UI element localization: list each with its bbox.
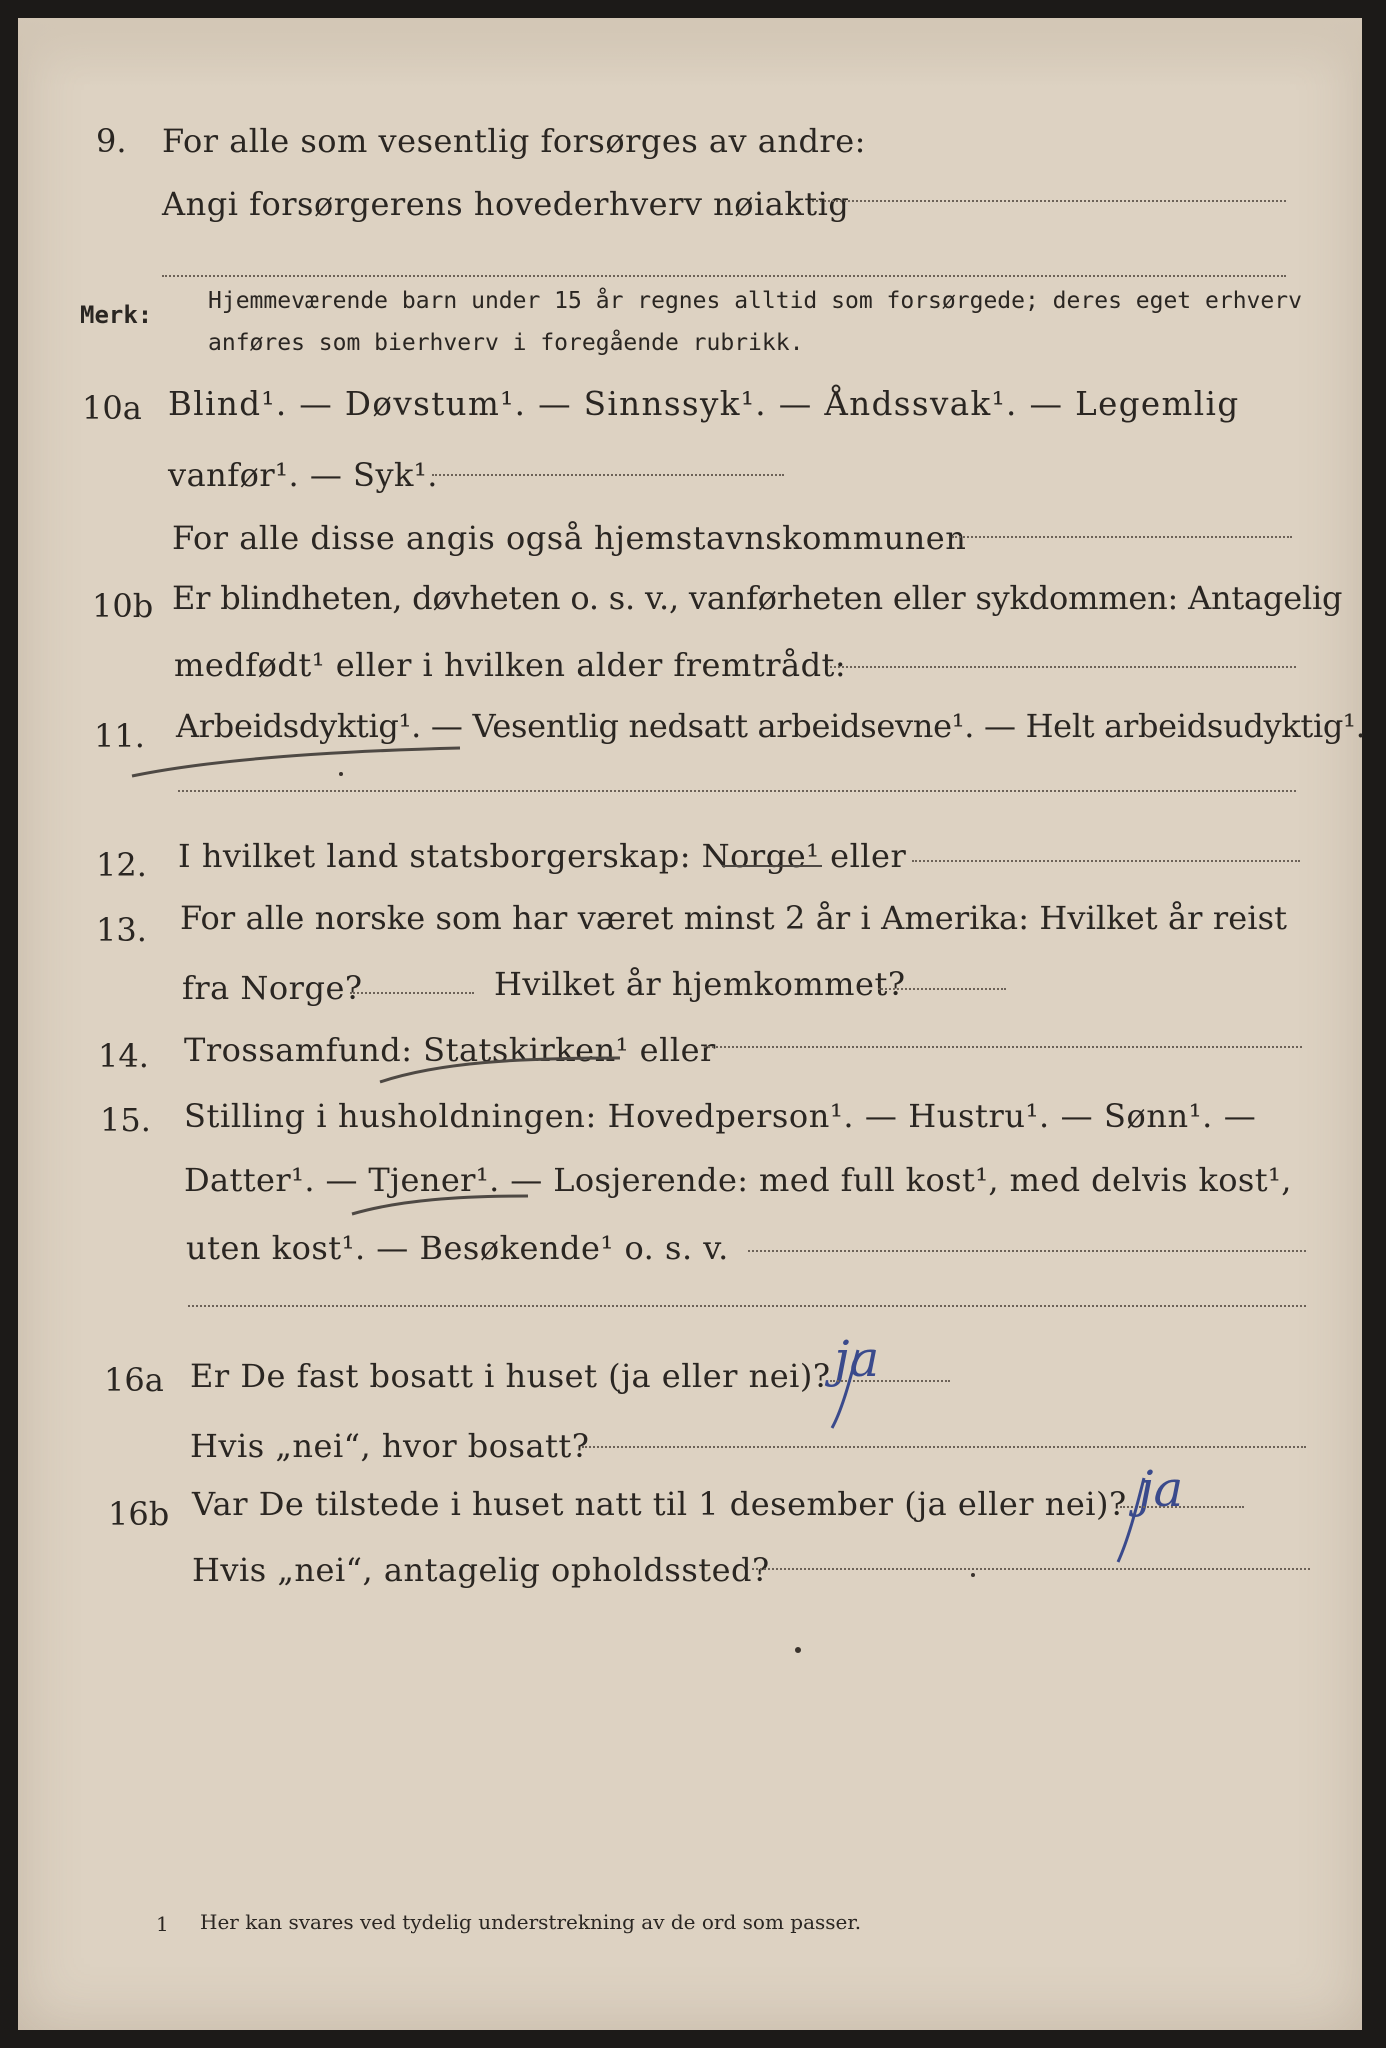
q16a-residence-line[interactable] <box>582 1446 1306 1448</box>
q10b-line-1: Er blindheten, døvheten o. s. v., vanførheten eller sykdommen: Antagelig <box>172 579 1343 617</box>
q16a-line-1: Er De fast bosatt i huset (ja eller nei)? <box>190 1357 831 1395</box>
q12-line-1: I hvilket land statsborgerskap: Norge¹ eller <box>178 837 907 875</box>
q16a-handwritten-answer: ja <box>834 1330 880 1388</box>
q11-answer-line[interactable] <box>178 790 1296 792</box>
q16a-line-2: Hvis „nei“, hvor bosatt? <box>190 1427 590 1465</box>
q9-number: 9. <box>96 122 127 160</box>
q16b-number: 16b <box>108 1495 170 1533</box>
q16b-handwritten-answer: ja <box>1138 1460 1184 1518</box>
q14-answer-line[interactable] <box>704 1046 1302 1048</box>
q12-answer-line[interactable] <box>912 860 1300 862</box>
q10a-line-1: Blind¹. — Døvstum¹. — Sinnssyk¹. — Åndssvak¹. — Legemlig <box>168 385 1240 423</box>
q15-answer-line-2[interactable] <box>188 1305 1306 1307</box>
q15-line-1: Stilling i husholdningen: Hovedperson¹. — Hustru¹. — Sønn¹. — <box>184 1097 1257 1135</box>
q9-line-1: For alle som vesentlig forsørges av andre: <box>162 122 866 160</box>
q15-line-3: uten kost¹. — Besøkende¹ o. s. v. <box>186 1229 729 1267</box>
q10b-answer-line[interactable] <box>830 666 1296 668</box>
q10b-number: 10b <box>92 587 154 625</box>
q10b-line-2: medfødt¹ eller i hvilken alder fremtrådt: <box>174 646 847 684</box>
q16a-answer-line[interactable] <box>830 1380 950 1382</box>
footnote-mark: 1 <box>156 1912 169 1936</box>
q15-answer-line[interactable] <box>748 1250 1306 1252</box>
q13-line-2b: Hvilket år hjemkommet? <box>494 965 906 1003</box>
q10a-answer-line[interactable] <box>432 474 784 476</box>
q14-number: 14. <box>98 1037 149 1075</box>
q15-line-2: Datter¹. — Tjener¹. — Losjerende: med full kost¹, med delvis kost¹, <box>184 1161 1292 1199</box>
merk-label: Merk: <box>80 301 153 329</box>
footnote-text: Her kan svares ved tydelig understrekning av de ord som passer. <box>200 1910 862 1934</box>
q15-number: 15. <box>100 1101 151 1139</box>
q16b-location-line[interactable] <box>752 1568 1310 1570</box>
q13-year-returned-line[interactable] <box>878 988 1006 990</box>
q9-answer-line[interactable] <box>812 200 1286 202</box>
q13-year-left-line[interactable] <box>350 992 474 994</box>
q9-answer-line-2[interactable] <box>162 275 1286 277</box>
q10a-number: 10a <box>82 389 142 427</box>
q16b-answer-line[interactable] <box>1120 1506 1244 1508</box>
q14-line-1: Trossamfund: Statskirken¹ eller <box>184 1031 716 1069</box>
merk-line-1: Hjemmeværende barn under 15 år regnes alltid som forsørgede; deres eget erhverv <box>208 288 1302 314</box>
q13-number: 13. <box>96 911 147 949</box>
q16b-line-2: Hvis „nei“, antagelig opholdssted? <box>192 1551 770 1589</box>
q10a-line-3: For alle disse angis også hjemstavnskommunen <box>172 519 967 557</box>
q16b-line-1: Var De tilstede i huset natt til 1 desember (ja eller nei)? <box>192 1485 1127 1523</box>
q10a-municipality-line[interactable] <box>952 536 1292 538</box>
q11-line-1: Arbeidsdyktig¹. — Vesentlig nedsatt arbeidsevne¹. — Helt arbeidsudyktig¹. <box>176 707 1366 745</box>
q9-line-2: Angi forsørgerens hovederhverv nøiaktig <box>162 185 850 223</box>
q13-line-1: For alle norske som har været minst 2 år i Amerika: Hvilket år reist <box>180 899 1288 937</box>
paper-edge <box>18 18 1362 88</box>
q13-line-2a: fra Norge? <box>182 969 363 1007</box>
merk-line-2: anføres som bierhverv i foregående rubrikk. <box>208 330 804 356</box>
q11-number: 11. <box>94 717 145 755</box>
q10a-line-2: vanfør¹. — Syk¹. <box>168 456 438 494</box>
q16a-number: 16a <box>104 1361 164 1399</box>
q12-number: 12. <box>96 846 147 884</box>
